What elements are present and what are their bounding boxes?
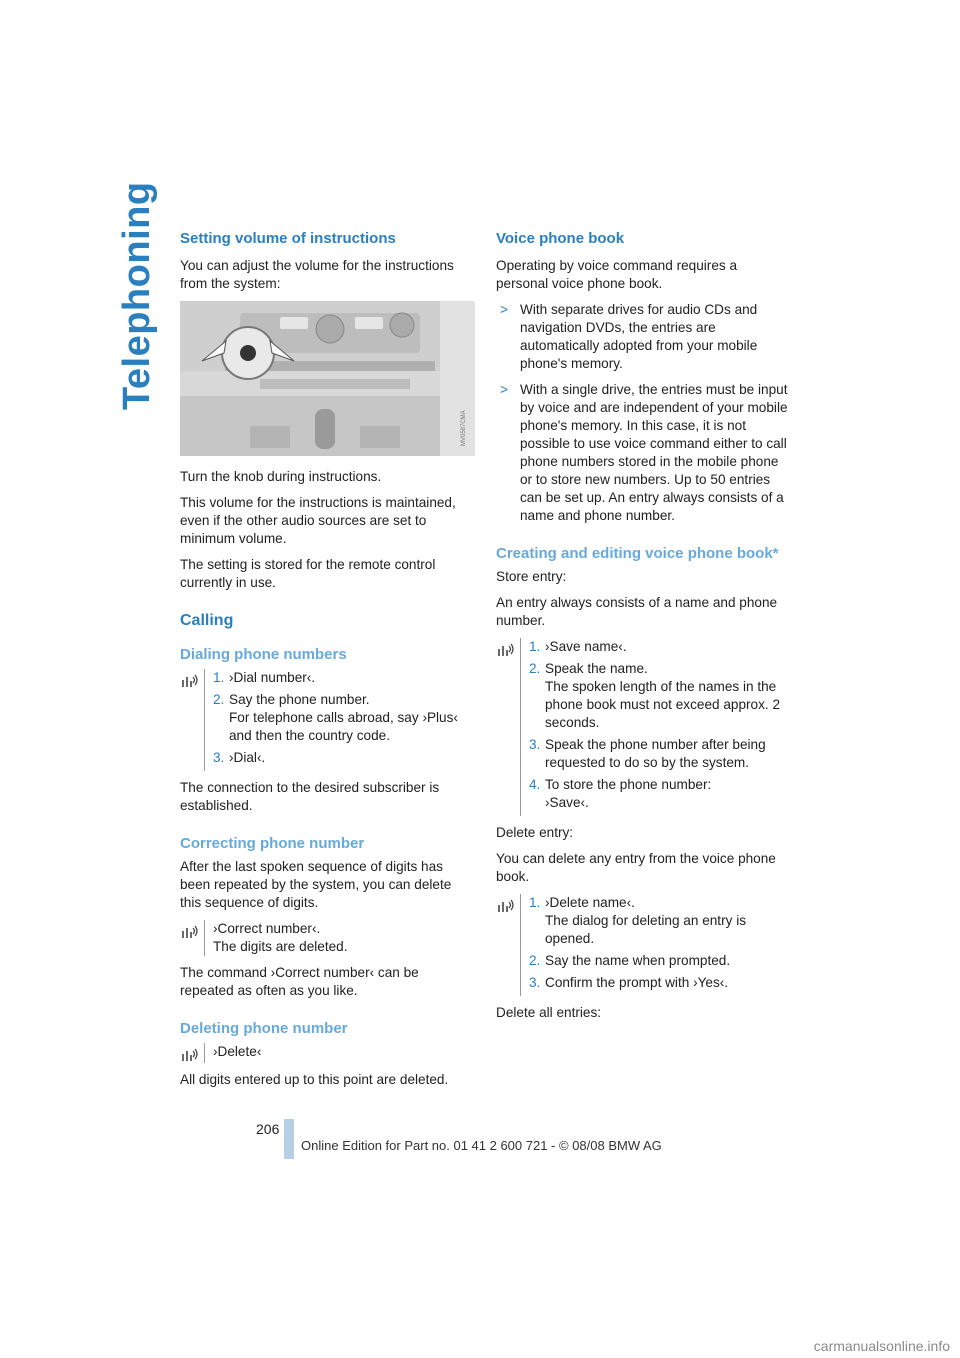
correct-voice-block bbox=[180, 920, 475, 956]
dialing-step: 3. ›Dial‹. bbox=[213, 750, 266, 765]
image-code: MV0587CMA bbox=[461, 410, 467, 446]
delete-intro: You can delete any entry from the voice phone book. bbox=[496, 851, 776, 884]
dialing-heading: Dialing phone numbers bbox=[180, 646, 347, 663]
delete-voice-block bbox=[180, 1043, 475, 1063]
connection-text: The connection to the desired subscriber is established. bbox=[180, 780, 440, 813]
watermark: carmanualsonline.info bbox=[813, 1338, 950, 1354]
calling-heading: Calling bbox=[180, 612, 234, 629]
voice-command-icon bbox=[180, 922, 200, 940]
dashboard-knob-photo bbox=[180, 301, 475, 456]
correct-result: The digits are deleted. bbox=[213, 939, 348, 954]
correcting-heading: Correcting phone number bbox=[180, 835, 365, 852]
footer-bar bbox=[284, 1119, 294, 1159]
deleting-heading: Deleting phone number bbox=[180, 1020, 348, 1037]
dialing-voice-block bbox=[180, 669, 475, 771]
left-column bbox=[180, 230, 475, 1097]
footer-edition: Online Edition for Part no. 01 41 2 600 721 - © 08/08 BMW AG bbox=[301, 1138, 662, 1153]
delete-entry-label: Delete entry: bbox=[496, 825, 574, 840]
store-voice-block bbox=[496, 638, 791, 816]
store-step: 1. ›Save name‹. bbox=[529, 639, 627, 654]
voice-command-icon bbox=[180, 671, 200, 689]
setting-intro: You can adjust the volume for the instructions from the system: bbox=[180, 258, 454, 291]
store-step: 4. To store the phone number: ›Save‹. bbox=[529, 777, 712, 810]
store-step: 3. Speak the phone number after being requested to do so by the system. bbox=[529, 737, 766, 770]
store-entry-label: Store entry: bbox=[496, 569, 567, 584]
setting-stored-text: The setting is stored for the remote control currently in use. bbox=[180, 557, 436, 590]
right-column bbox=[496, 230, 791, 1030]
volume-maintained-text: This volume for the instructions is maintained, even if the other audio sources are set to minimum volume. bbox=[180, 495, 456, 546]
store-step: 2. Speak the name. The spoken length of the names in the phone book must not exceed approx. 2 seconds. bbox=[529, 661, 781, 730]
voice-phone-book-heading: Voice phone book bbox=[496, 230, 625, 247]
correct-command: ›Correct number‹. bbox=[213, 921, 321, 936]
delete-step: 3. Confirm the prompt with ›Yes‹. bbox=[529, 975, 729, 990]
delete-entry-voice-block bbox=[496, 894, 791, 996]
creating-heading: Creating and editing voice phone book* bbox=[496, 545, 779, 562]
page-number: 206 bbox=[256, 1121, 280, 1137]
correcting-text: After the last spoken sequence of digits has been repeated by the system, you can delete this sequence of digits. bbox=[180, 859, 452, 910]
voice-book-intro: Operating by voice command requires a personal voice phone book. bbox=[496, 258, 738, 291]
list-item: > With a single drive, the entries must be input by voice and are independent of your mobile phone's memory. In this case, it is not possible to use voice command either to call phone numbers stored in the mobile phone or to store new numbers. Up to 50 entries can be set up. An entry always consists of a name and phone number. bbox=[500, 382, 788, 523]
dialing-step: 2. Say the phone number. For telephone calls abroad, say ›Plus‹ and then the country code. bbox=[213, 692, 458, 743]
correct-repeat-text: The command ›Correct number‹ can be repeated as often as you like. bbox=[180, 965, 419, 998]
setting-volume-heading: Setting volume of instructions bbox=[180, 230, 396, 247]
store-intro: An entry always consists of a name and phone number. bbox=[496, 595, 778, 628]
chapter-title: Telephoning bbox=[116, 181, 158, 410]
dialing-step: 1. ›Dial number‹. bbox=[213, 670, 316, 685]
delete-result-text: All digits entered up to this point are deleted. bbox=[180, 1072, 449, 1087]
voice-command-icon bbox=[180, 1045, 200, 1063]
voice-command-icon bbox=[496, 640, 516, 658]
delete-all-label: Delete all entries: bbox=[496, 1005, 602, 1020]
list-item: > With separate drives for audio CDs and navigation DVDs, the entries are automatically adopted from your mobile phone's memory. bbox=[500, 302, 758, 371]
chapter-side-title bbox=[116, 181, 158, 430]
turn-knob-text: Turn the knob during instructions. bbox=[180, 469, 382, 484]
delete-step: 1. ›Delete name‹. The dialog for deleting an entry is opened. bbox=[529, 895, 747, 946]
voice-command-icon bbox=[496, 896, 516, 914]
delete-command: ›Delete‹ bbox=[213, 1044, 262, 1059]
delete-step: 2. Say the name when prompted. bbox=[529, 953, 731, 968]
